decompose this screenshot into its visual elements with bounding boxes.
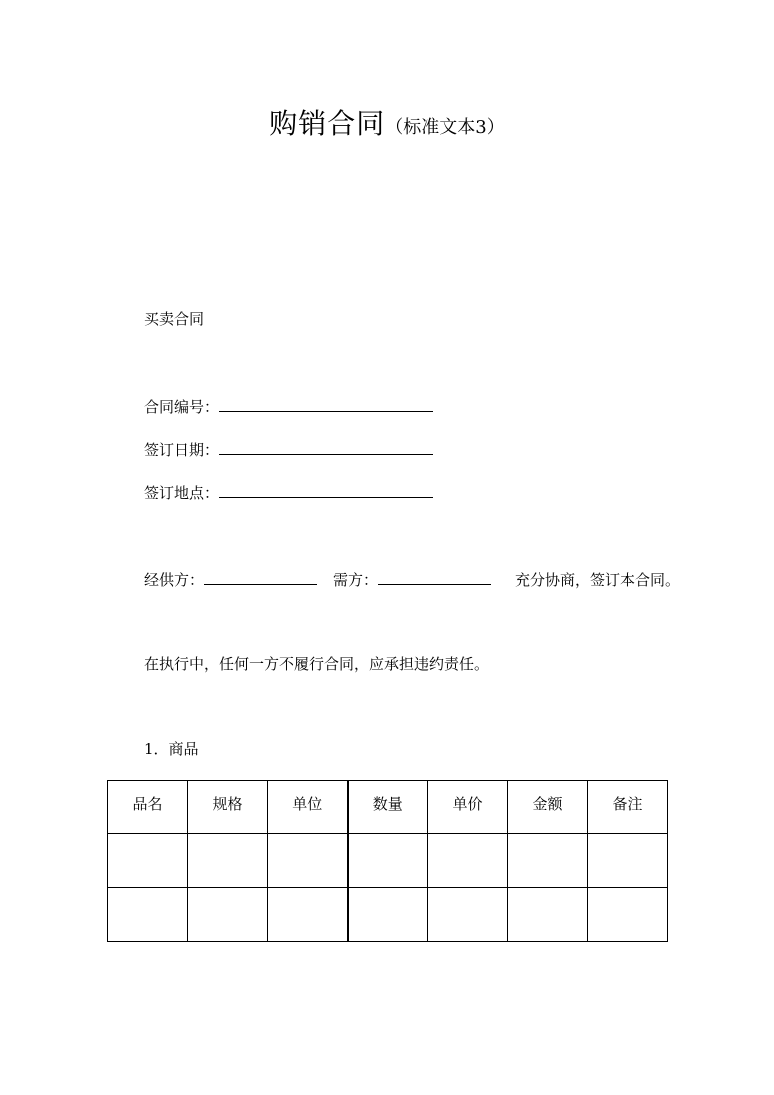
table-cell[interactable]: [268, 834, 348, 888]
contract-number-row: [144, 395, 433, 417]
column-header: 单价: [428, 781, 508, 834]
buyer-blank[interactable]: [378, 568, 491, 585]
document-type: 买卖合同: [144, 310, 205, 328]
table-cell[interactable]: [348, 834, 428, 888]
table-cell[interactable]: [348, 888, 428, 942]
parties-row: [144, 568, 680, 590]
title-main: 购销合同: [269, 107, 386, 140]
table-cell[interactable]: [188, 834, 268, 888]
sign-date-row: [144, 438, 433, 460]
sign-place-blank[interactable]: [219, 481, 433, 498]
supplier-label: 经供方：: [144, 571, 205, 589]
column-header: 备注: [588, 781, 668, 834]
table-cell[interactable]: [588, 888, 668, 942]
table-cell[interactable]: [108, 834, 188, 888]
table-header-row: [108, 781, 668, 834]
column-header: 数量: [348, 781, 428, 834]
table-cell[interactable]: [508, 834, 588, 888]
agreement-text: 充分协商，签订本合同。: [515, 571, 681, 589]
buyer-label: 需方：: [333, 571, 379, 589]
section-heading-goods: 1．商品: [144, 740, 199, 758]
table-cell[interactable]: [268, 888, 348, 942]
document-title: [0, 102, 774, 142]
table-cell[interactable]: [588, 834, 668, 888]
contract-number-label: 合同编号：: [144, 398, 220, 416]
sign-date-blank[interactable]: [219, 438, 433, 455]
table-row: [108, 834, 668, 888]
table-row: [108, 888, 668, 942]
contract-number-blank[interactable]: [219, 395, 433, 412]
column-header: 规格: [188, 781, 268, 834]
breach-clause: 在执行中，任何一方不履行合同，应承担违约责任。: [144, 655, 490, 673]
title-subtitle: （标准文本3）: [385, 117, 505, 138]
table-cell[interactable]: [428, 888, 508, 942]
sign-place-row: [144, 481, 433, 503]
goods-table: [107, 780, 668, 942]
column-header: 品名: [108, 781, 188, 834]
sign-place-label: 签订地点：: [144, 484, 220, 502]
table-cell[interactable]: [508, 888, 588, 942]
table-cell[interactable]: [188, 888, 268, 942]
column-header: 金额: [508, 781, 588, 834]
sign-date-label: 签订日期：: [144, 441, 220, 459]
column-header: 单位: [268, 781, 348, 834]
table-cell[interactable]: [428, 834, 508, 888]
supplier-blank[interactable]: [204, 568, 317, 585]
table-cell[interactable]: [108, 888, 188, 942]
